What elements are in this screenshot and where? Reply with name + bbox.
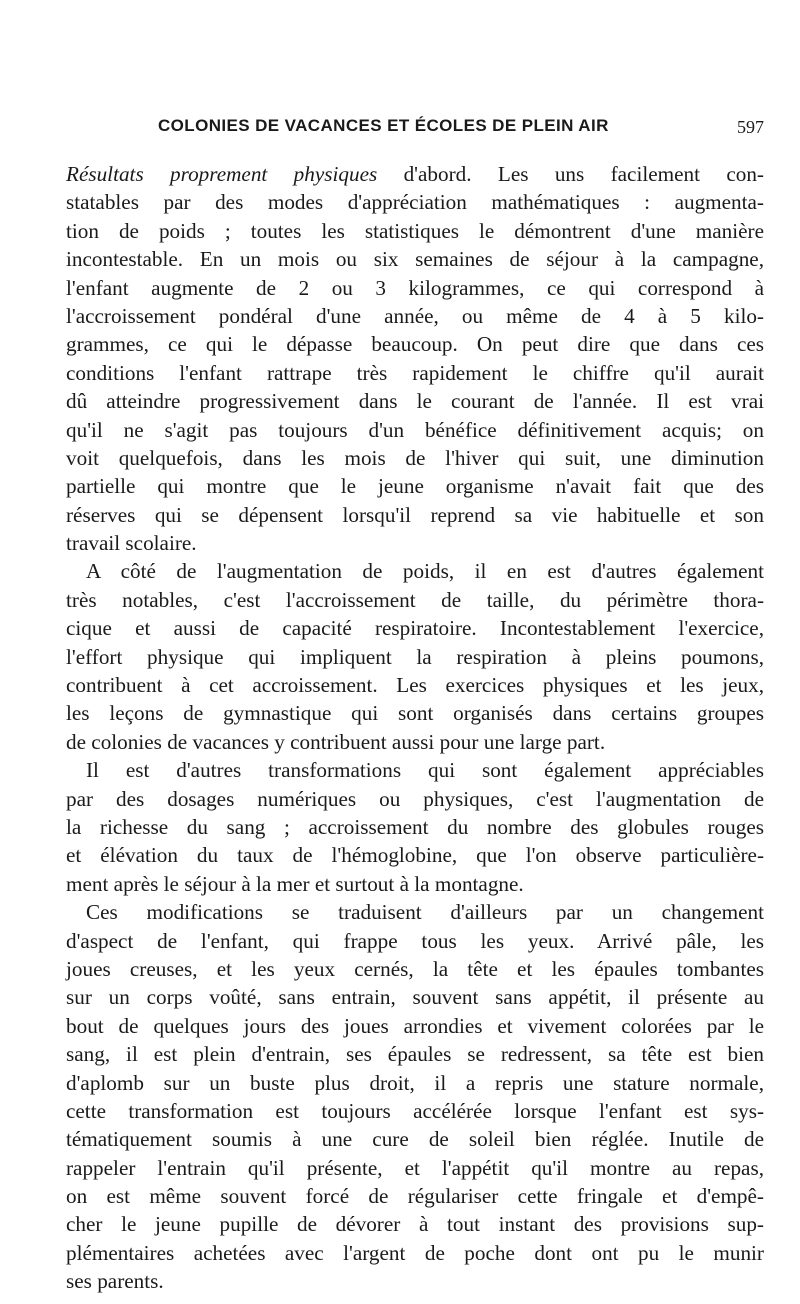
text-line: d'aspect de l'enfant, qui frappe tous les yeux. Arrivé pâle, les (66, 928, 764, 953)
text-line: dû atteindre progressivement dans le courant de l'année. Il est vrai (66, 389, 764, 414)
text-line: réserves qui se dépensent lorsqu'il reprend sa vie habituelle et son (66, 502, 764, 527)
text-line: ses parents. (66, 1269, 164, 1294)
text-line: conditions l'enfant rattrape très rapidement le chiffre qu'il aurait (66, 360, 764, 385)
running-title: COLONIES DE VACANCES ET ÉCOLES DE PLEIN AIR (158, 116, 609, 135)
text-line: statables par des modes d'appréciation mathématiques : augmenta- (66, 190, 764, 215)
text-line: qu'il ne s'agit pas toujours d'un bénéfice définitivement acquis; on (66, 417, 764, 442)
text-line: contribuent à cet accroissement. Les exercices physiques et les jeux, (66, 673, 764, 698)
text-line: partielle qui montre que le jeune organisme n'avait fait que des (66, 474, 764, 499)
text-line: sang, il est plein d'entrain, ses épaules se redressent, sa tête est bien (66, 1042, 764, 1067)
text-line: sur un corps voûté, sans entrain, souvent sans appétit, il présente au (66, 985, 764, 1010)
text-line: tématiquement soumis à une cure de soleil bien réglée. Inutile de (66, 1127, 764, 1152)
text-line: ment après le séjour à la mer et surtout à la montagne. (66, 871, 524, 896)
text-line: les leçons de gymnastique qui sont organisés dans certains groupes (66, 701, 764, 726)
text-line: joues creuses, et les yeux cernés, la tête et les épaules tombantes (66, 956, 764, 981)
page-number: 597 (737, 117, 764, 137)
text-line: grammes, ce qui le dépasse beaucoup. On peut dire que dans ces (66, 332, 764, 357)
text-line: tion de poids ; toutes les statistiques le démontrent d'une manière (66, 218, 764, 243)
text-line: plémentaires achetées avec l'argent de poche dont ont pu le munir (66, 1240, 764, 1265)
text-line: voit quelquefois, dans les mois de l'hiver qui suit, une diminution (66, 445, 764, 470)
text-line: A côté de l'augmentation de poids, il en est d'autres également (86, 559, 764, 584)
text-line: l'accroissement pondéral d'une année, ou même de 4 à 5 kilo- (66, 303, 764, 328)
body-text (66, 160, 764, 1296)
text-line: incontestable. En un mois ou six semaines de séjour à la campagne, (66, 247, 764, 272)
text-line: cette transformation est toujours accélérée lorsque l'enfant est sys- (66, 1098, 764, 1123)
text-line: cique et aussi de capacité respiratoire. Incontestablement l'exercice, (66, 616, 764, 641)
text-line: Il est d'autres transformations qui sont également appréciables (86, 758, 764, 783)
text-line: bout de quelques jours des joues arrondies et vivement colorées par le (66, 1013, 764, 1038)
text-line: rappeler l'entrain qu'il présente, et l'appétit qu'il montre au repas, (66, 1155, 764, 1180)
text-line (66, 160, 764, 188)
text-line-rest: d'abord. Les uns facilement con- (377, 162, 764, 186)
text-line: de colonies de vacances y contribuent aussi pour une large part. (66, 729, 606, 754)
text-line: cher le jeune pupille de dévorer à tout instant des provisions sup- (66, 1212, 764, 1237)
text-line: l'enfant augmente de 2 ou 3 kilogrammes, ce qui correspond à (66, 275, 764, 300)
text-line: on est même souvent forcé de régulariser cette fringale et d'empê- (66, 1184, 764, 1209)
running-head (66, 116, 764, 144)
text-line: travail scolaire. (66, 531, 197, 556)
text-line: très notables, c'est l'accroissement de taille, du périmètre thora- (66, 587, 764, 612)
text-line: la richesse du sang ; accroissement du nombre des globules rouges (66, 814, 764, 839)
text-line: et élévation du taux de l'hémoglobine, que l'on observe particulière- (66, 843, 764, 868)
text-line: l'effort physique qui impliquent la respiration à pleins poumons, (66, 644, 764, 669)
text-line: Ces modifications se traduisent d'ailleurs par un changement (86, 900, 764, 925)
text-line: par des dosages numériques ou physiques, c'est l'augmentation de (66, 786, 764, 811)
text-line: d'aplomb sur un buste plus droit, il a repris une stature normale, (66, 1070, 764, 1095)
lead-italic-phrase: Résultats proprement physiques (66, 162, 378, 186)
